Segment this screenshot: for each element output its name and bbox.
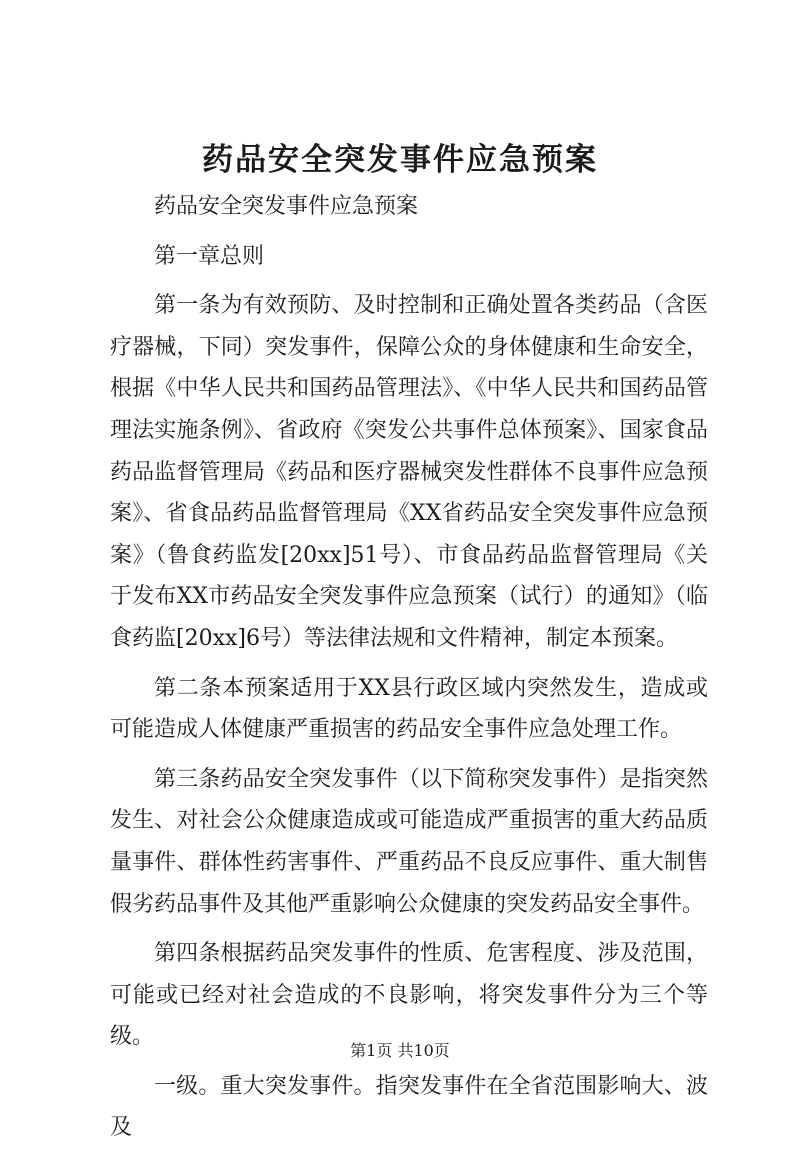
paragraph-article-1: 第一条为有效预防、及时控制和正确处置各类药品（含医疗器械，下同）突发事件，保障公众的身体健康和生命安全，根据《中华人民共和国药品管理法》、《中华人民共和国药品管理法实施条例》、省政府《突发公共事件总体预案》、国家食品药品监督管理局《药品和医疗器械突发性群体不良事件应急预案》、省食品药品监督管理局《XX省药品安全突发事件应急预案》（鲁食药监发[20xx]51号）、市食品药品监督管理局《关于发布XX市药品安全突发事件应急预案（试行）的通知》（临食药监[20xx]6号）等法律法规和文件精神，制定本预案。 bbox=[110, 293, 708, 651]
paragraph-article-4: 第四条根据药品突发事件的性质、危害程度、涉及范围，可能或已经对社会造成的不良影响，将突发事件分为三个等级。 bbox=[110, 941, 708, 1050]
document-body bbox=[110, 186, 708, 1157]
paragraph-subtitle: 药品安全突发事件应急预案 bbox=[154, 194, 419, 219]
paragraph-article-2: 第二条本预案适用于XX县行政区域内突然发生，造成或可能造成人体健康严重损害的药品安全事件应急处理工作。 bbox=[110, 675, 708, 743]
page-footer: 第1页 共10页 bbox=[350, 1041, 450, 1060]
paragraph-article-3: 第三条药品安全突发事件（以下简称突发事件）是指突然发生、对社会公众健康造成或可能造成严重损害的重大药品质量事件、群体性药害事件、严重药品不良反应事件、重大制售假劣药品事件及其他严重影响公众健康的突发药品安全事件。 bbox=[110, 766, 708, 917]
document-title: 药品安全突发事件应急预案 bbox=[202, 142, 598, 178]
paragraph-level-1: 一级。重大突发事件。指突发事件在全省范围影响大、波及 bbox=[110, 1073, 708, 1141]
paragraph-chapter-heading: 第一章总则 bbox=[154, 243, 265, 269]
